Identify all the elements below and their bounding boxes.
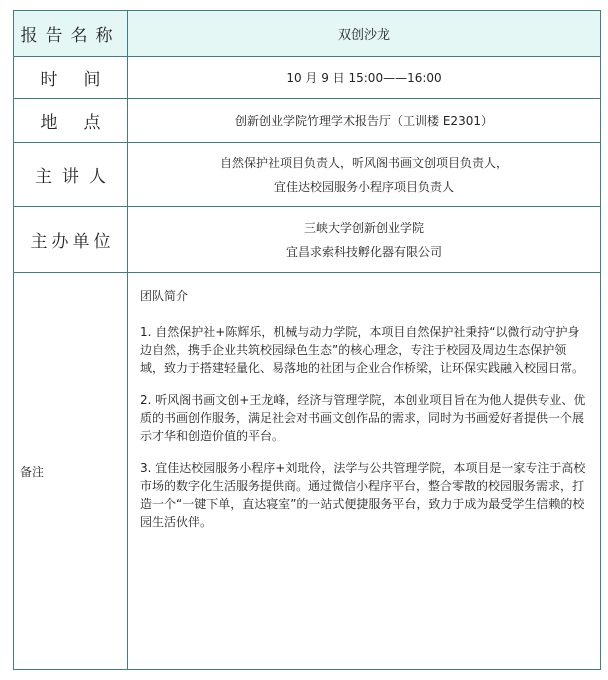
- report-name-value-text: 双创沙龙: [337, 28, 390, 43]
- row-speakers: [14, 143, 600, 207]
- speakers-label-text: 主讲人: [35, 167, 116, 187]
- row-report-name: [14, 11, 600, 57]
- row-notes: [14, 273, 600, 669]
- speakers-line: 宜佳达校园服务小程序项目负责人: [273, 179, 454, 194]
- row-place: [14, 99, 600, 143]
- time-label: [14, 57, 128, 98]
- report-name-label-text: 报告名称: [20, 26, 121, 46]
- team-paragraph: 1. 自然保护社+陈辉乐，机械与动力学院，本项目自然保护社秉持“以微行动守护身边自然，携手企业共筑校园绿色生态”的核心理念，专注于校园及周边生态保护领域，致力于搭建轻量化、易落地的社团与企业合作桥梁，让环保实践融入校园日常。: [140, 325, 585, 375]
- speakers-label: [14, 143, 128, 206]
- team-paragraph: 2. 听风阁书画文创+王龙峰，经济与管理学院，本创业项目旨在为他人提供专业、优质的书画创作服务，满足社会对书画文创作品的需求，同时为书画爱好者提供一个展示才华和创造价值的平台。: [140, 393, 586, 443]
- organizer-value: [128, 207, 600, 272]
- organizer-line: 宜昌求索科技孵化器有限公司: [285, 244, 442, 259]
- organizer-label-text: 主办单位: [30, 232, 115, 252]
- notes-label: [14, 273, 128, 669]
- place-value: [128, 99, 600, 142]
- report-name-label: [14, 11, 128, 56]
- place-label-text: 地点: [40, 113, 127, 133]
- notes-label-text: 备注: [20, 464, 45, 479]
- organizer-label: [14, 207, 128, 272]
- time-label-text: 时间: [40, 70, 127, 90]
- notes-value: [128, 273, 600, 669]
- notes-heading: 团队简介: [140, 289, 189, 303]
- place-value-text: 创新创业学院竹理学术报告厅（工训楼 E2301）: [235, 114, 493, 128]
- time-value: [128, 57, 600, 98]
- organizer-line: 三峡大学创新创业学院: [303, 220, 424, 235]
- event-info-table: [13, 10, 601, 670]
- report-name-value: [128, 11, 600, 56]
- place-label: [14, 99, 128, 142]
- time-value-text: 10 月 9 日 15:00——16:00: [286, 71, 442, 85]
- row-organizer: [14, 207, 600, 273]
- speakers-line: 自然保护社项目负责人，听风阁书画文创项目负责人，: [219, 155, 508, 170]
- speakers-value: [128, 143, 600, 206]
- team-paragraph: 3. 宜佳达校园服务小程序+刘玭伶，法学与公共管理学院，本项目是一家专注于高校市场的数字化生活服务提供商。通过微信小程序平台，整合零散的校园服务需求，打造一个“一键下单，直达寝室”的一站式便捷服务平台，致力于成为最受学生信赖的校园生活伙伴。: [140, 461, 586, 529]
- row-time: [14, 57, 600, 99]
